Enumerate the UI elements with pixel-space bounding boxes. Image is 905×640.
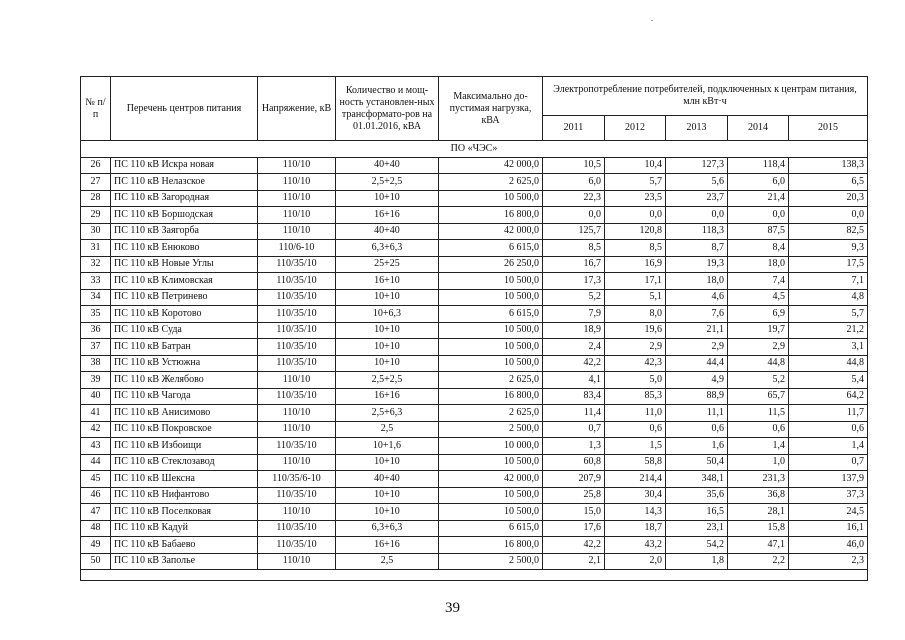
consumption-2012: 120,8 [605,223,666,240]
consumption-2014: 0,6 [728,421,789,438]
row-number: 45 [81,471,111,488]
table-footer-cell [81,570,868,581]
table-row [81,306,868,323]
consumption-2014: 118,4 [728,157,789,174]
transformers-cell: 10+1,6 [336,438,439,455]
consumption-2011: 0,0 [543,207,605,224]
consumption-2014: 6,0 [728,174,789,191]
max-load-cell: 10 500,0 [439,487,543,504]
max-load-cell: 10 500,0 [439,190,543,207]
consumption-2012: 23,5 [605,190,666,207]
transformers-cell: 16+16 [336,207,439,224]
table-row [81,405,868,422]
substation-name: ПС 110 кВ Загородная [111,190,258,207]
substation-name: ПС 110 кВ Новые Углы [111,256,258,273]
header-voltage: Напряжение, кВ [258,77,336,141]
max-load-cell: 42 000,0 [439,157,543,174]
consumption-2012: 214,4 [605,471,666,488]
consumption-2013: 44,4 [666,355,728,372]
consumption-2015: 137,9 [789,471,868,488]
consumption-2012: 0,0 [605,207,666,224]
header-year-2013: 2013 [666,116,728,141]
row-number: 35 [81,306,111,323]
consumption-2013: 1,8 [666,553,728,570]
consumption-2012: 30,4 [605,487,666,504]
table-row [81,537,868,554]
transformers-cell: 16+10 [336,273,439,290]
max-load-cell: 16 800,0 [439,537,543,554]
consumption-2011: 17,6 [543,520,605,537]
row-number: 27 [81,174,111,191]
consumption-2012: 16,9 [605,256,666,273]
consumption-2014: 18,0 [728,256,789,273]
table-row [81,190,868,207]
voltage-cell: 110/35/10 [258,537,336,554]
transformers-cell: 40+40 [336,157,439,174]
row-number: 41 [81,405,111,422]
voltage-cell: 110/10 [258,405,336,422]
table-row [81,289,868,306]
header-year-2014: 2014 [728,116,789,141]
consumption-2014: 11,5 [728,405,789,422]
substation-name: ПС 110 кВ Устюжна [111,355,258,372]
substation-name: ПС 110 кВ Климовская [111,273,258,290]
table-row [81,471,868,488]
consumption-2011: 10,5 [543,157,605,174]
table-row [81,256,868,273]
table-row [81,438,868,455]
consumption-2013: 4,6 [666,289,728,306]
max-load-cell: 10 500,0 [439,289,543,306]
row-number: 30 [81,223,111,240]
consumption-2012: 2,9 [605,339,666,356]
consumption-2012: 42,3 [605,355,666,372]
row-number: 48 [81,520,111,537]
transformers-cell: 10+10 [336,487,439,504]
table-row [81,372,868,389]
consumption-2015: 2,3 [789,553,868,570]
max-load-cell: 2 500,0 [439,553,543,570]
voltage-cell: 110/10 [258,504,336,521]
consumption-2011: 2,1 [543,553,605,570]
row-number: 49 [81,537,111,554]
transformers-cell: 2,5 [336,421,439,438]
consumption-2012: 5,1 [605,289,666,306]
consumption-2013: 1,6 [666,438,728,455]
voltage-cell: 110/35/10 [258,339,336,356]
consumption-2015: 0,0 [789,207,868,224]
consumption-2011: 25,8 [543,487,605,504]
row-number: 39 [81,372,111,389]
voltage-cell: 110/10 [258,223,336,240]
consumption-2015: 82,5 [789,223,868,240]
table-row [81,504,868,521]
substation-name: ПС 110 кВ Суда [111,322,258,339]
table-row [81,487,868,504]
row-number: 46 [81,487,111,504]
transformers-cell: 2,5 [336,553,439,570]
table-row [81,520,868,537]
voltage-cell: 110/35/6-10 [258,471,336,488]
page-number: 39 [445,600,460,616]
table-row [81,207,868,224]
consumption-2012: 10,4 [605,157,666,174]
consumption-2013: 11,1 [666,405,728,422]
voltage-cell: 110/10 [258,174,336,191]
max-load-cell: 10 500,0 [439,273,543,290]
voltage-cell: 110/35/10 [258,273,336,290]
consumption-2011: 11,4 [543,405,605,422]
voltage-cell: 110/10 [258,157,336,174]
consumption-2014: 2,9 [728,339,789,356]
consumption-2014: 87,5 [728,223,789,240]
substation-name: ПС 110 кВ Желябово [111,372,258,389]
table-row [81,273,868,290]
consumption-2012: 1,5 [605,438,666,455]
consumption-2012: 0,6 [605,421,666,438]
consumption-2013: 18,0 [666,273,728,290]
consumption-2015: 24,5 [789,504,868,521]
header-name: Перечень центров питания [111,77,258,141]
voltage-cell: 110/35/10 [258,388,336,405]
consumption-2015: 64,2 [789,388,868,405]
max-load-cell: 10 000,0 [439,438,543,455]
substation-name: ПС 110 кВ Коротово [111,306,258,323]
consumption-2014: 6,9 [728,306,789,323]
consumption-2015: 138,3 [789,157,868,174]
substation-name: ПС 110 кВ Нелазское [111,174,258,191]
consumption-2011: 0,7 [543,421,605,438]
consumption-2012: 8,5 [605,240,666,257]
consumption-2013: 35,6 [666,487,728,504]
header-year-2012: 2012 [605,116,666,141]
consumption-2011: 7,9 [543,306,605,323]
consumption-2013: 127,3 [666,157,728,174]
consumption-2012: 43,2 [605,537,666,554]
row-number: 36 [81,322,111,339]
table-row [81,355,868,372]
consumption-2015: 9,3 [789,240,868,257]
transformers-cell: 6,3+6,3 [336,240,439,257]
transformers-cell: 10+10 [336,355,439,372]
row-number: 32 [81,256,111,273]
table-row [81,223,868,240]
max-load-cell: 2 625,0 [439,405,543,422]
consumption-2014: 4,5 [728,289,789,306]
consumption-2015: 1,4 [789,438,868,455]
consumption-2012: 11,0 [605,405,666,422]
table-row [81,322,868,339]
consumption-2013: 54,2 [666,537,728,554]
voltage-cell: 110/10 [258,190,336,207]
voltage-cell: 110/35/10 [258,289,336,306]
max-load-cell: 10 500,0 [439,355,543,372]
header-year-2015: 2015 [789,116,868,141]
consumption-2011: 60,8 [543,454,605,471]
consumption-2014: 36,8 [728,487,789,504]
header-no: № п/п [81,77,111,141]
consumption-2015: 5,7 [789,306,868,323]
transformers-cell: 40+40 [336,471,439,488]
consumption-2013: 23,1 [666,520,728,537]
consumption-2015: 0,7 [789,454,868,471]
consumption-2012: 14,3 [605,504,666,521]
consumption-2013: 2,9 [666,339,728,356]
substation-name: ПС 110 кВ Поселковая [111,504,258,521]
table-header [81,77,868,141]
max-load-cell: 42 000,0 [439,471,543,488]
voltage-cell: 110/35/10 [258,520,336,537]
substation-name: ПС 110 кВ Избоищи [111,438,258,455]
header-transformers: Количество и мощ-ность установлен-ных трансформато-ров на 01.01.2016, кВА [336,77,439,141]
max-load-cell: 2 625,0 [439,372,543,389]
max-load-cell: 2 500,0 [439,421,543,438]
transformers-cell: 25+25 [336,256,439,273]
consumption-2015: 37,3 [789,487,868,504]
consumption-2015: 3,1 [789,339,868,356]
consumption-2013: 23,7 [666,190,728,207]
consumption-2014: 44,8 [728,355,789,372]
consumption-2015: 20,3 [789,190,868,207]
consumption-2012: 5,0 [605,372,666,389]
substation-name: ПС 110 кВ Бабаево [111,537,258,554]
consumption-2011: 1,3 [543,438,605,455]
row-number: 37 [81,339,111,356]
voltage-cell: 110/35/10 [258,487,336,504]
consumption-2014: 65,7 [728,388,789,405]
consumption-2011: 18,9 [543,322,605,339]
table-row [81,339,868,356]
consumption-2014: 231,3 [728,471,789,488]
transformers-cell: 10+10 [336,190,439,207]
transformers-cell: 10+6,3 [336,306,439,323]
consumption-2011: 22,3 [543,190,605,207]
consumption-2014: 47,1 [728,537,789,554]
consumption-2013: 50,4 [666,454,728,471]
substation-name: ПС 110 кВ Заполье [111,553,258,570]
max-load-cell: 10 500,0 [439,454,543,471]
consumption-2014: 7,4 [728,273,789,290]
substation-name: ПС 110 кВ Чагода [111,388,258,405]
table-row [81,240,868,257]
consumption-2015: 17,5 [789,256,868,273]
consumption-2014: 0,0 [728,207,789,224]
max-load-cell: 10 500,0 [439,322,543,339]
voltage-cell: 110/10 [258,207,336,224]
row-number: 40 [81,388,111,405]
voltage-cell: 110/35/10 [258,438,336,455]
consumption-2014: 1,4 [728,438,789,455]
row-number: 38 [81,355,111,372]
consumption-2013: 0,0 [666,207,728,224]
consumption-2012: 85,3 [605,388,666,405]
consumption-2011: 8,5 [543,240,605,257]
consumption-2012: 58,8 [605,454,666,471]
consumption-2013: 348,1 [666,471,728,488]
consumption-2015: 21,2 [789,322,868,339]
table-row [81,174,868,191]
substation-name: ПС 110 кВ Батран [111,339,258,356]
row-number: 29 [81,207,111,224]
transformers-cell: 10+10 [336,339,439,356]
consumption-2015: 11,7 [789,405,868,422]
table-body [81,141,868,581]
consumption-2013: 16,5 [666,504,728,521]
row-number: 33 [81,273,111,290]
table-row [81,553,868,570]
consumption-2015: 7,1 [789,273,868,290]
table-footer-spacer [81,570,868,581]
table-row [81,454,868,471]
row-number: 50 [81,553,111,570]
consumption-2014: 21,4 [728,190,789,207]
header-year-2011: 2011 [543,116,605,141]
transformers-cell: 6,3+6,3 [336,520,439,537]
substation-name: ПС 110 кВ Стеклозавод [111,454,258,471]
voltage-cell: 110/35/10 [258,306,336,323]
consumption-2011: 15,0 [543,504,605,521]
row-number: 42 [81,421,111,438]
consumption-2013: 5,6 [666,174,728,191]
voltage-cell: 110/10 [258,454,336,471]
consumption-2014: 2,2 [728,553,789,570]
voltage-cell: 110/35/10 [258,355,336,372]
consumption-2012: 17,1 [605,273,666,290]
consumption-2011: 17,3 [543,273,605,290]
transformers-cell: 40+40 [336,223,439,240]
voltage-cell: 110/6-10 [258,240,336,257]
voltage-cell: 110/10 [258,421,336,438]
consumption-2014: 28,1 [728,504,789,521]
substation-name: ПС 110 кВ Петринево [111,289,258,306]
voltage-cell: 110/10 [258,372,336,389]
transformers-cell: 10+10 [336,322,439,339]
row-number: 31 [81,240,111,257]
transformers-cell: 2,5+2,5 [336,372,439,389]
consumption-2015: 4,8 [789,289,868,306]
voltage-cell: 110/35/10 [258,322,336,339]
max-load-cell: 10 500,0 [439,504,543,521]
transformers-cell: 16+16 [336,388,439,405]
header-max-load: Максимально до-пустимая нагрузка, кВА [439,77,543,141]
consumption-2011: 16,7 [543,256,605,273]
consumption-2011: 4,1 [543,372,605,389]
consumption-2014: 15,8 [728,520,789,537]
row-number: 28 [81,190,111,207]
voltage-cell: 110/35/10 [258,256,336,273]
section-label: ПО «ЧЭС» [81,141,868,158]
row-number: 44 [81,454,111,471]
consumption-2011: 83,4 [543,388,605,405]
substation-name: ПС 110 кВ Заягорба [111,223,258,240]
max-load-cell: 6 615,0 [439,240,543,257]
consumption-2015: 5,4 [789,372,868,389]
row-number: 34 [81,289,111,306]
row-number: 26 [81,157,111,174]
consumption-2014: 8,4 [728,240,789,257]
consumption-2011: 125,7 [543,223,605,240]
row-number: 43 [81,438,111,455]
substation-name: ПС 110 кВ Покровское [111,421,258,438]
consumption-2011: 42,2 [543,355,605,372]
consumption-2013: 118,3 [666,223,728,240]
max-load-cell: 10 500,0 [439,339,543,356]
scan-speck [651,20,653,21]
substation-name: ПС 110 кВ Шексна [111,471,258,488]
consumption-2011: 6,0 [543,174,605,191]
max-load-cell: 26 250,0 [439,256,543,273]
consumption-2015: 6,5 [789,174,868,191]
table-row [81,421,868,438]
consumption-2013: 0,6 [666,421,728,438]
substation-name: ПС 110 кВ Енюково [111,240,258,257]
substation-name: ПС 110 кВ Боршодская [111,207,258,224]
row-number: 47 [81,504,111,521]
transformers-cell: 10+10 [336,289,439,306]
header-consumption: Электропотребление потребителей, подключенных к центрам питания, млн кВт·ч [543,77,868,116]
consumption-2013: 4,9 [666,372,728,389]
consumption-2015: 0,6 [789,421,868,438]
consumption-2014: 5,2 [728,372,789,389]
consumption-2013: 8,7 [666,240,728,257]
max-load-cell: 6 615,0 [439,520,543,537]
consumption-2012: 2,0 [605,553,666,570]
table-row [81,157,868,174]
consumption-2015: 16,1 [789,520,868,537]
max-load-cell: 6 615,0 [439,306,543,323]
max-load-cell: 16 800,0 [439,388,543,405]
transformers-cell: 10+10 [336,504,439,521]
substation-table [80,76,868,581]
consumption-2012: 8,0 [605,306,666,323]
consumption-2015: 44,8 [789,355,868,372]
consumption-2011: 42,2 [543,537,605,554]
consumption-2012: 19,6 [605,322,666,339]
consumption-2014: 19,7 [728,322,789,339]
consumption-2013: 88,9 [666,388,728,405]
max-load-cell: 16 800,0 [439,207,543,224]
consumption-2012: 5,7 [605,174,666,191]
transformers-cell: 2,5+2,5 [336,174,439,191]
consumption-2012: 18,7 [605,520,666,537]
table-row [81,388,868,405]
consumption-2011: 207,9 [543,471,605,488]
substation-name: ПС 110 кВ Анисимово [111,405,258,422]
substation-name: ПС 110 кВ Кадуй [111,520,258,537]
transformers-cell: 10+10 [336,454,439,471]
consumption-2013: 19,3 [666,256,728,273]
max-load-cell: 42 000,0 [439,223,543,240]
consumption-2013: 21,1 [666,322,728,339]
max-load-cell: 2 625,0 [439,174,543,191]
transformers-cell: 2,5+6,3 [336,405,439,422]
substation-name: ПС 110 кВ Искра новая [111,157,258,174]
consumption-2015: 46,0 [789,537,868,554]
consumption-2011: 2,4 [543,339,605,356]
consumption-2014: 1,0 [728,454,789,471]
voltage-cell: 110/10 [258,553,336,570]
transformers-cell: 16+16 [336,537,439,554]
consumption-2013: 7,6 [666,306,728,323]
substation-name: ПС 110 кВ Нифантово [111,487,258,504]
consumption-2011: 5,2 [543,289,605,306]
